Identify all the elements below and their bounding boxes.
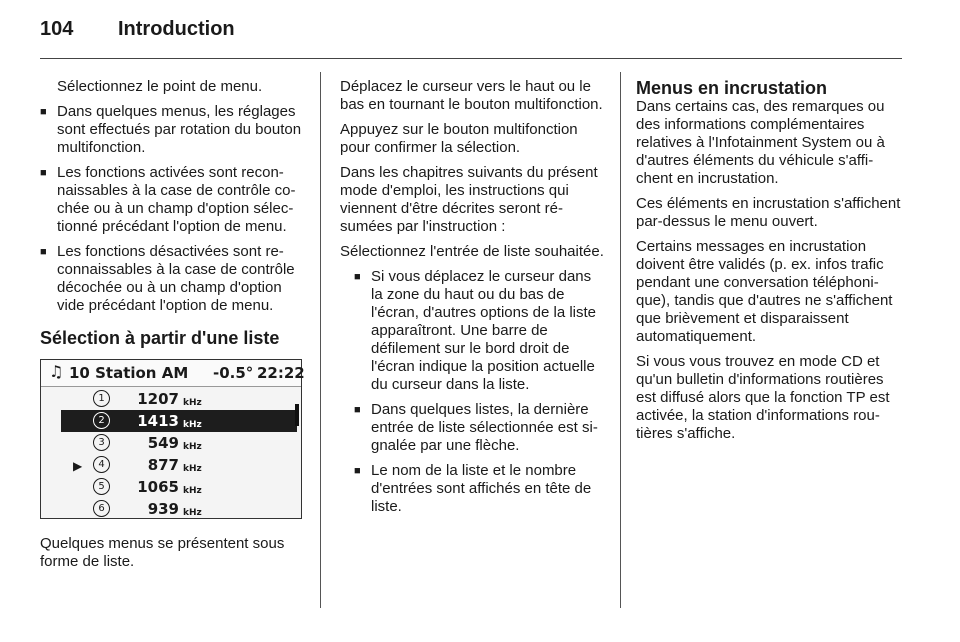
bullet-item: ■ Le nom de la liste et le nombre d'entrées sont affichés en tête de liste. (354, 462, 604, 516)
column-1 (40, 78, 305, 571)
frequency-unit: kHz (183, 398, 202, 408)
list-item-selected (61, 410, 297, 432)
frequency-unit: kHz (183, 486, 202, 496)
column-divider-1 (320, 72, 321, 608)
frequency-unit: kHz (183, 464, 202, 474)
screen-header (41, 360, 305, 387)
preset-number: 5 (93, 478, 110, 495)
bullet-item: ■ Dans quelques listes, la dernière entrée de liste sélectionnée est signalée par une flèche. (354, 401, 604, 455)
play-arrow-icon: ▶ (73, 459, 83, 473)
paragraph: Dans certains cas, des remarques ou des informations complémentaires relatives à l'Infotainment System ou à d'autres éléments du véhicule s'affichent en incrustation. (636, 98, 885, 187)
preset-number: 1 (93, 390, 110, 407)
frequency: 549 (147, 434, 179, 452)
paragraph: Déplacez le curseur vers le haut ou le bas en tournant le bouton multifonction. (340, 78, 603, 113)
paragraph: Si vous vous trouvez en mode CD et qu'un bulletin d'informations routières est diffusé alors que la fonction TP est activée, la station d'informations routières s'affiche. (636, 353, 890, 442)
section-heading-overlay-menus: Menus en incrustation (636, 78, 828, 98)
column-3 (636, 78, 904, 450)
frequency: 1065 (137, 478, 179, 496)
list-item (61, 432, 297, 454)
paragraph: Ces éléments en incrustation s'affichent par-dessus le menu ouvert. (636, 195, 901, 230)
frequency: 877 (147, 456, 179, 474)
scrollbar (295, 404, 299, 426)
preset-number: 3 (93, 434, 110, 451)
station-name: 10 Station AM (69, 364, 189, 382)
preset-number: 2 (93, 412, 110, 429)
preset-number: 4 (93, 456, 110, 473)
column-divider-2 (620, 72, 621, 608)
paragraph: Appuyez sur le bouton multifonction pour confirmer la sélection. (340, 121, 578, 156)
bullet-item: ■ Si vous déplacez le curseur dans la zone du haut ou du bas de l'écran, d'autres options de la liste apparaîtront. Une barre de défilement sur le bord droit de l'écran indique la position actuelle du curseur dans la liste. (354, 268, 604, 394)
page-number: 104 (40, 18, 74, 40)
radio-list-screen-image (40, 359, 305, 519)
paragraph: Dans les chapitres suivants du présent mode d'emploi, les instructions qui viennent d'être décrites seront résumées par l'instruction : (340, 164, 598, 235)
frequency: 939 (147, 500, 179, 518)
frequency-unit: kHz (183, 420, 202, 430)
list-item (61, 388, 297, 410)
bullet-item: ■ Les fonctions activées sont reconnaissables à la case de contrôle cochée ou à un champ d'option sélectionné précédant l'option de menu. (40, 164, 302, 236)
preset-number: 6 (93, 500, 110, 517)
frequency-unit: kHz (183, 508, 202, 518)
list-item-last-selected (61, 454, 297, 476)
list-item (61, 498, 297, 520)
figure-caption: Quelques menus se présentent sous forme de liste. (40, 535, 285, 570)
page-title: Introduction (118, 18, 235, 40)
temperature: -0.5° (213, 364, 254, 382)
paragraph: Sélectionnez l'entrée de liste souhaitée. (340, 243, 604, 260)
bullet-item: ■ Les fonctions désactivées sont reconnaissables à la case de contrôle décochée ou à un champ d'option vide précédant l'option de menu. (40, 243, 302, 315)
frequency: 1207 (137, 390, 179, 408)
bullet-item: ■ Dans quelques menus, les réglages sont effectués par rotation du bouton multifonction. (40, 103, 302, 157)
paragraph: Sélectionnez le point de menu. (57, 78, 263, 95)
section-heading-list-selection: Sélection à partir d'une liste (40, 328, 280, 348)
header-rule (40, 58, 902, 59)
clock: 22:22 (257, 364, 305, 382)
station-list (61, 388, 297, 520)
frequency: 1413 (137, 412, 179, 430)
music-note-icon: ♫ (49, 362, 64, 381)
column-2 (340, 78, 604, 523)
frequency-unit: kHz (183, 442, 202, 452)
list-item (61, 476, 297, 498)
paragraph: Certains messages en incrustation doivent être validés (p. ex. infos trafic pendant une conversation téléphonique), tandis que d'autres ne s'affichent que brièvement et disparaissent automatiquement. (636, 238, 893, 345)
page-header (40, 18, 900, 48)
